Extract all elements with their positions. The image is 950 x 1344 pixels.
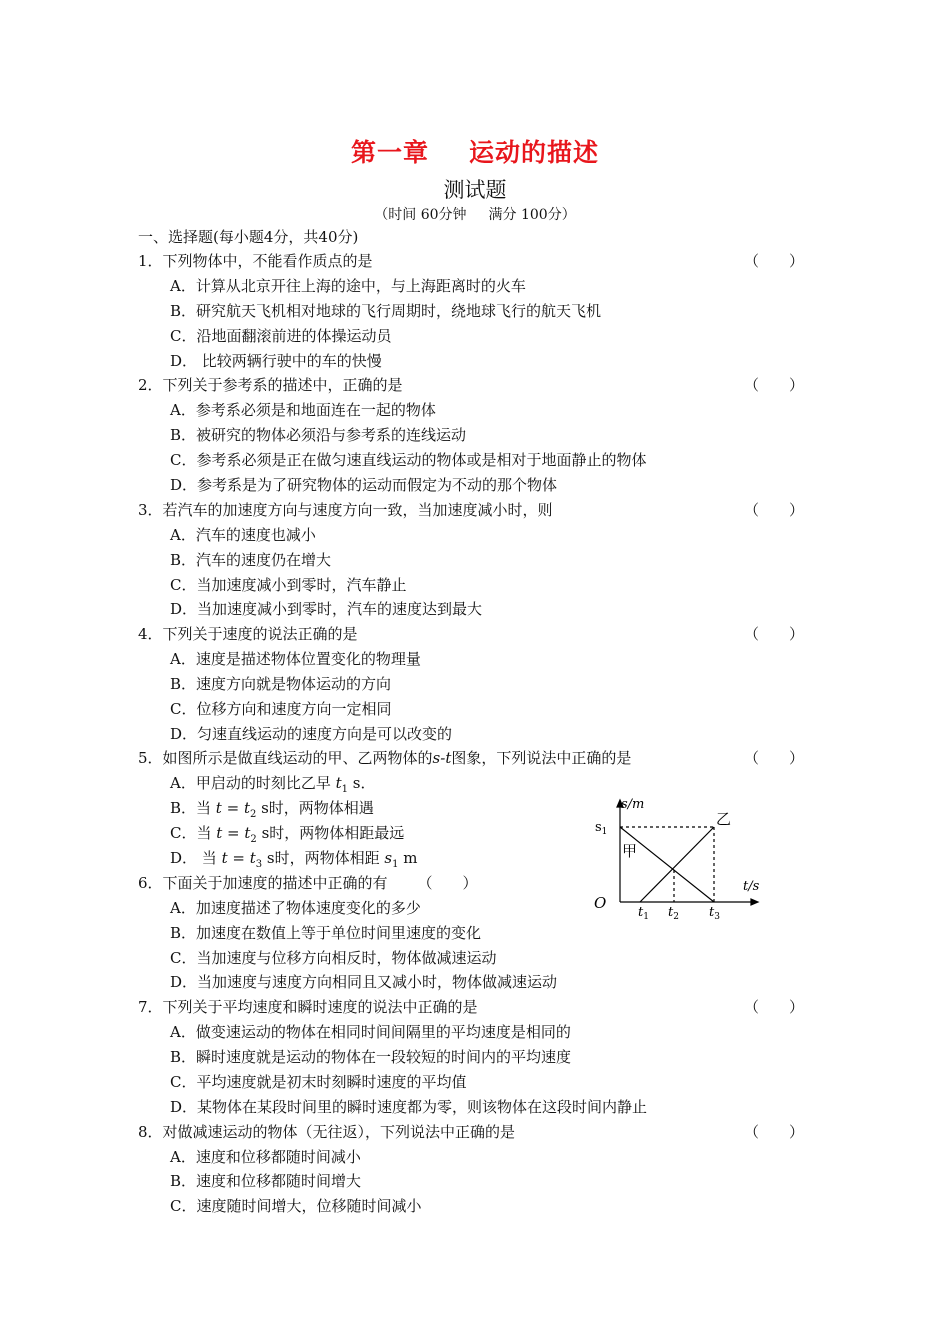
- option: A．汽车的速度也减小: [170, 526, 316, 544]
- var-s: s: [384, 849, 393, 867]
- var-t: t: [243, 799, 250, 817]
- option: [170, 798, 374, 825]
- answer-bracket: （ ）: [744, 252, 805, 270]
- option: A．做变速运动的物体在相同时间间隔里的平均速度是相同的: [170, 1023, 571, 1041]
- option: B．汽车的速度仍在增大: [170, 551, 332, 569]
- subscript: 1: [392, 859, 399, 870]
- question-2-stem: 2．下列关于参考系的描述中，正确的是: [138, 376, 403, 394]
- option: A．参考系必须是和地面连在一起的物体: [170, 401, 436, 419]
- answer-bracket: （ ）: [744, 749, 805, 767]
- option: D．参考系是为了研究物体的运动而假定为不动的那个物体: [170, 476, 558, 494]
- question-6-stem: [138, 873, 478, 893]
- option: C．平均速度就是初末时刻瞬时速度的平均值: [170, 1073, 467, 1091]
- answer-bracket: （ ）: [417, 874, 478, 892]
- option: D．当加速度与速度方向相同且又减小时，物体做减速运动: [170, 973, 558, 991]
- question-1-stem: 1．下列物体中，不能看作质点的是: [138, 252, 373, 270]
- answer-bracket: （ ）: [744, 998, 805, 1016]
- option: C．参考系必须是正在做匀速直线运动的物体或是相对于地面静止的物体: [170, 451, 647, 469]
- t3-letter: t: [709, 905, 715, 920]
- option: [170, 773, 375, 800]
- var-t: t: [249, 849, 256, 867]
- option: B．研究航天飞机相对地球的飞行周期时，绕地球飞行的航天飞机: [170, 302, 602, 320]
- option: C．沿地面翻滚前进的体操运动员: [170, 327, 392, 345]
- equals: =: [227, 849, 250, 867]
- option: C．速度随时间增大，位移随时间减小: [170, 1197, 422, 1215]
- s1-letter: s: [595, 820, 602, 835]
- t3-subscript: 3: [714, 912, 720, 922]
- subscript: 3: [255, 859, 263, 870]
- option: D．匀速直线运动的速度方向是可以改变的: [170, 725, 453, 743]
- option: A．加速度描述了物体速度变化的多少: [170, 899, 421, 917]
- question-3-stem: 3．若汽车的加速度方向与速度方向一致，当加速度减小时，则: [138, 501, 553, 519]
- question-7-stem: 7．下列关于平均速度和瞬时速度的说法中正确的是: [138, 998, 478, 1016]
- option-text: B．当: [170, 799, 216, 817]
- t3-label: [709, 905, 720, 922]
- option: C．当加速度减小到零时，汽车静止: [170, 576, 407, 594]
- answer-bracket: （ ）: [744, 625, 805, 643]
- option-text: s时，两物体相距最远: [256, 824, 405, 842]
- var-t: t: [335, 774, 342, 792]
- option: B．速度和位移都随时间增大: [170, 1172, 362, 1190]
- jia-label: 甲: [622, 842, 638, 860]
- stem-text: 图象，下列说法中正确的是: [451, 749, 632, 767]
- chapter-name: 运动的描述: [469, 138, 600, 167]
- option: [170, 823, 404, 850]
- s1-label: [595, 820, 607, 837]
- unit: m: [398, 849, 418, 867]
- stem-text: 6．下面关于加速度的描述中正确的有: [138, 874, 388, 892]
- option-text: D． 当: [170, 849, 222, 867]
- t1-letter: t: [638, 905, 644, 920]
- series-yi-line: [640, 827, 714, 902]
- y-axis-label: s/m: [621, 797, 645, 812]
- stem-variable: s-t: [432, 749, 452, 767]
- var-t: t: [215, 799, 222, 817]
- var-t: t: [221, 849, 228, 867]
- s1-subscript: 1: [601, 827, 608, 837]
- series-jia-line: [620, 827, 714, 902]
- origin-label: O: [594, 894, 607, 912]
- question-8-stem: 8．对做减速运动的物体（无往返），下列说法中正确的是: [138, 1123, 516, 1141]
- option: B．加速度在数值上等于单位时间里速度的变化: [170, 924, 482, 942]
- var-t: t: [216, 824, 223, 842]
- t2-label: [668, 905, 679, 922]
- answer-bracket: （ ）: [744, 501, 805, 519]
- score-info: 满分 100分）: [488, 207, 576, 223]
- x-axis-arrow: [751, 899, 758, 905]
- option: D．某物体在某段时间里的瞬时速度都为零，则该物体在这段时间内静止: [170, 1098, 648, 1116]
- answer-bracket: （ ）: [744, 376, 805, 394]
- option-text: C．当: [170, 824, 217, 842]
- option: A．速度和位移都随时间减小: [170, 1148, 361, 1166]
- option: C．位移方向和速度方向一定相同: [170, 700, 392, 718]
- t2-letter: t: [668, 905, 674, 920]
- subscript: 2: [250, 834, 257, 845]
- stem-text: 5．如图所示是做直线运动的甲、乙两物体的: [138, 749, 433, 767]
- t2-subscript: 2: [673, 912, 679, 922]
- test-subtitle: 测试题: [443, 178, 507, 202]
- exam-info: [0, 204, 950, 224]
- option: D． 比较两辆行驶中的车的快慢: [170, 352, 382, 370]
- option-text: s．: [348, 774, 376, 792]
- option: C．当加速度与位移方向相反时，物体做减速运动: [170, 949, 497, 967]
- x-axis-label: t/s: [743, 879, 760, 894]
- option: [170, 848, 417, 875]
- answer-bracket: （ ）: [744, 1123, 805, 1141]
- option-text: s时，两物体相距: [262, 849, 385, 867]
- s-t-graph: [588, 794, 768, 922]
- subscript: 2: [249, 809, 257, 820]
- subscript: 1: [341, 784, 349, 795]
- equals: =: [222, 824, 245, 842]
- option-text: A．甲启动的时刻比乙早: [170, 774, 336, 792]
- time-info: （时间 60分钟: [374, 207, 467, 223]
- option: A．计算从北京开往上海的途中，与上海距离时的火车: [170, 277, 526, 295]
- option: D．当加速度减小到零时，汽车的速度达到最大: [170, 600, 483, 618]
- option: B．速度方向就是物体运动的方向: [170, 675, 392, 693]
- yi-label: 乙: [716, 810, 732, 828]
- option: A．速度是描述物体位置变化的物理量: [170, 650, 421, 668]
- var-t: t: [244, 824, 251, 842]
- question-4-stem: 4．下列关于速度的说法正确的是: [138, 625, 358, 643]
- option: B．瞬时速度就是运动的物体在一段较短的时间内的平均速度: [170, 1048, 572, 1066]
- t1-subscript: 1: [643, 912, 649, 922]
- option: B．被研究的物体必须沿与参考系的连线运动: [170, 426, 467, 444]
- equals: =: [221, 799, 244, 817]
- option-text: s时，两物体相遇: [256, 799, 374, 817]
- question-5-stem: [138, 748, 631, 768]
- t1-label: [638, 905, 649, 922]
- page-title: [0, 133, 950, 169]
- chapter-number: 第一章: [350, 138, 429, 167]
- section-title: 一、选择题(每小题4分，共40分): [138, 228, 359, 246]
